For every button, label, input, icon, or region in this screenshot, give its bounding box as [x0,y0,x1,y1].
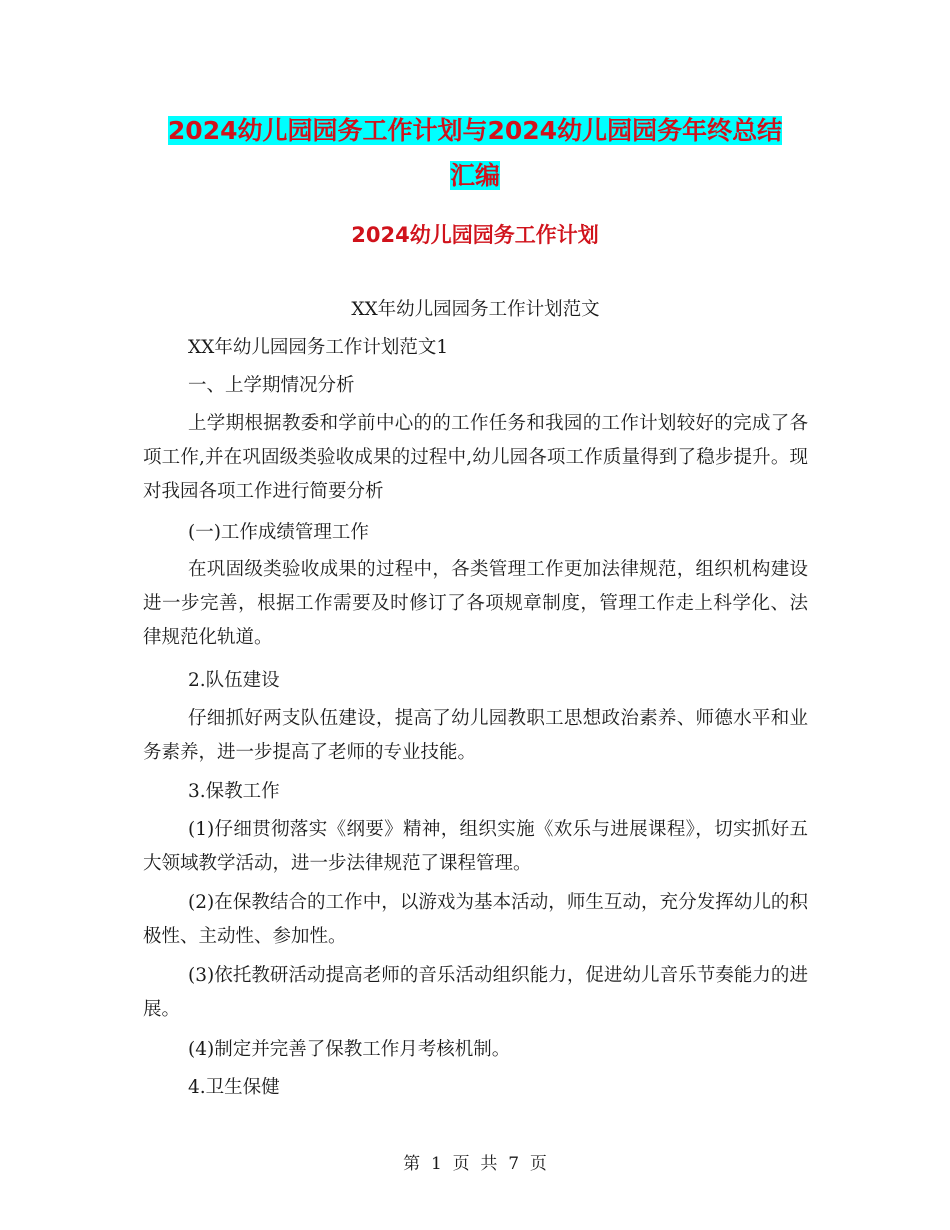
heading-paragraph: 一、上学期情况分析 [188,375,355,396]
paragraph: 上学期根据教委和学前中心的的工作任务和我园的工作计划较好的完成了各项工作,并在巩固级类验收成果的过程中,幼儿园各项工作质量得到了稳步提升。现对我园各项工作进行简要分析 [143,413,808,502]
footer-label-page: 第 [403,1154,421,1174]
heading-paragraph: 2.队伍建设 [188,670,280,691]
footer-current-page: 1 [430,1154,442,1174]
heading-paragraph: 4.卫生保健 [188,1077,280,1098]
paragraph: 仔细抓好两支队伍建设，提高了幼儿园教职工思想政治素养、师德水平和业务素养，进一步提高了老师的专业技能。 [143,708,808,763]
paragraph: XX年幼儿园园务工作计划范文 [351,299,600,320]
footer-label-unit: 页 [452,1154,470,1174]
footer-label-total: 共 [480,1154,498,1174]
page-footer [0,1152,950,1176]
heading-paragraph: 3.保教工作 [188,781,280,802]
paragraph: XX年幼儿园园务工作计划范文1 [188,337,449,358]
paragraph: (1)仔细贯彻落实《纲要》精神，组织实施《欢乐与进展课程》，切实抓好五大领域教学活动，进一步法律规范了课程管理。 [143,819,808,874]
paragraph: (4)制定并完善了保教工作月考核机制。 [188,1039,511,1060]
footer-label-unit2: 页 [529,1154,547,1174]
paragraph: (2)在保教结合的工作中，以游戏为基本活动，师生互动，充分发挥幼儿的积极性、主动性、参加性。 [143,892,808,947]
document-title-line1: 2024幼儿园园务工作计划与2024幼儿园园务年终总结 [167,116,783,145]
document-title [140,108,810,198]
heading-paragraph: (一)工作成绩管理工作 [188,522,369,543]
footer-total-pages: 7 [508,1154,520,1174]
section-title: 2024幼儿园园务工作计划 [351,223,599,247]
paragraph: (3)依托教研活动提高老师的音乐活动组织能力，促进幼儿音乐节奏能力的进展。 [143,965,808,1020]
paragraph: 在巩固级类验收成果的过程中，各类管理工作更加法律规范，组织机构建设进一步完善，根据工作需要及时修订了各项规章制度，管理工作走上科学化、法律规范化轨道。 [143,559,808,648]
document-title-line2: 汇编 [449,161,500,190]
